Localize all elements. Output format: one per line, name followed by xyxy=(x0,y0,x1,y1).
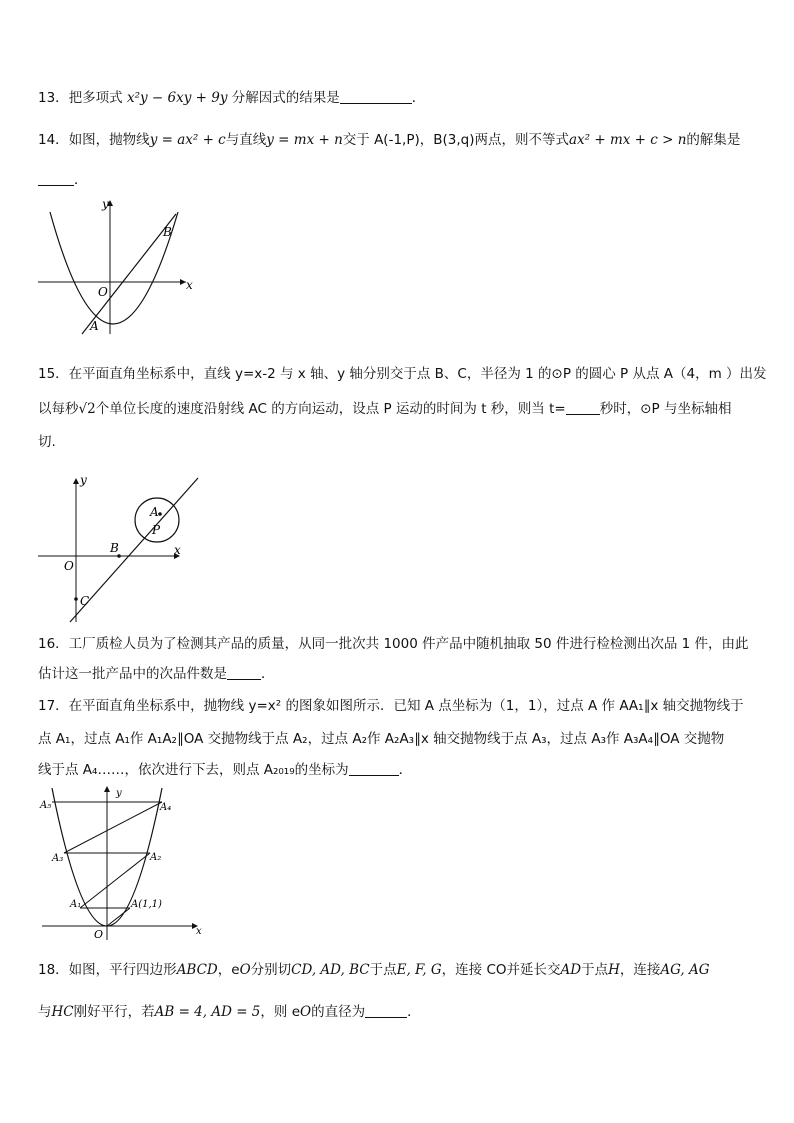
q14-line-eq: y = mx + n xyxy=(266,132,343,148)
q14-label-x: x xyxy=(186,278,193,292)
question-17-line-3: 线于点 A₄……，依次进行下去，则点 A₂₀₁₉的坐标为 ． xyxy=(38,762,413,778)
q15-label-x: x xyxy=(174,543,181,557)
q13-text-2: 分解因式的结果是 xyxy=(231,90,340,106)
question-18: 18．如图，平行四边形ABCD，eO分别切CD, AD, BC于点E, F, G，连接 CO并延长交AD于点H，连接AG, AG xyxy=(38,962,710,978)
q18-condition: AB = 4, AD = 5 xyxy=(154,1004,261,1020)
q13-text: 把多项式 xyxy=(68,90,123,106)
q14-label-O: O xyxy=(98,285,108,299)
question-16-line-2: 估计这一批产品中的次品件数是 ． xyxy=(38,666,275,682)
question-15-line-2: 以每秒√2个单位长度的速度沿射线 AC 的方向运动，设点 P 运动的时间为 t 秒，则当 t= 秒时，⊙P 与坐标轴相 xyxy=(38,401,732,417)
question-18-line-2: 与HC刚好平行，若AB = 4, AD = 5，则 eO的直径为 ． xyxy=(38,1004,421,1020)
q15-figure xyxy=(36,472,206,624)
q16-answer-blank[interactable] xyxy=(227,665,261,680)
q14-answer-line: ． xyxy=(38,170,88,190)
q14-figure xyxy=(36,196,196,336)
q15-label-y: y xyxy=(80,473,87,487)
question-17: 17．在平面直角坐标系中，抛物线 y=x² 的图象如图所示．已知 A 点坐标为（1，1），过点 A 作 AA₁∥x 轴交抛物线于 xyxy=(38,698,744,714)
question-15: 15．在平面直角坐标系中，直线 y=x-2 与 x 轴、y 轴分别交于点 B、C，半径为 1 的⊙P 的圆心 P 从点 A（4，m ）出发 xyxy=(38,366,767,382)
q14-parabola xyxy=(50,212,178,324)
q15-sqrt2: √2 xyxy=(78,401,96,417)
q15-label-C: C xyxy=(80,594,90,608)
q17-label-A1: A₁ xyxy=(70,899,82,910)
q15-answer-blank[interactable] xyxy=(566,400,600,415)
q17-label-A: A(1,1) xyxy=(131,899,162,910)
q13-expression: x²y − 6xy + 9y xyxy=(126,90,228,106)
q17-label-A2: A₂ xyxy=(150,852,162,863)
q17-label-A5: A₅ xyxy=(40,800,52,811)
question-14: 14．如图，抛物线y = ax² + c与直线y = mx + n交于 A(-1,P)，B(3,q)两点，则不等式ax² + mx + c > n的解集是 xyxy=(38,132,741,148)
q17-answer-blank[interactable] xyxy=(349,761,399,776)
q13-answer-blank[interactable] xyxy=(340,89,412,104)
q15-label-O: O xyxy=(64,559,74,573)
q13-number: 13． xyxy=(38,90,69,106)
question-17-line-2: 点 A₁，过点 A₁作 A₁A₂∥OA 交抛物线于点 A₂，过点 A₂作 A₂A₃∥x 轴交抛物线于点 A₃，过点 A₃作 A₃A₄∥OA 交抛物 xyxy=(38,731,725,747)
q14-answer-blank[interactable] xyxy=(38,171,74,186)
q17-figure xyxy=(36,786,206,940)
q14-label-A: A xyxy=(90,319,99,333)
q14-line xyxy=(82,214,176,334)
q14-parabola-eq: y = ax² + c xyxy=(149,132,226,148)
q17-label-x: x xyxy=(196,926,202,937)
q14-inequality: ax² + mx + c > n xyxy=(568,132,687,148)
q14-label-B: B xyxy=(163,225,172,239)
q15-label-A: A xyxy=(150,505,159,519)
q18-answer-blank[interactable] xyxy=(365,1003,407,1018)
q14-label-y: y xyxy=(102,197,109,211)
question-15-line-3: 切. xyxy=(38,434,56,450)
q17-label-O: O xyxy=(94,928,104,940)
question-16: 16．工厂质检人员为了检测其产品的质量，从同一批次共 1000 件产品中随机抽取 50 件进行检检测出次品 1 件，由此 xyxy=(38,636,749,652)
q17-label-A3: A₃ xyxy=(52,853,64,864)
q17-label-A4: A₄ xyxy=(160,802,172,813)
q17-label-y: y xyxy=(116,788,122,799)
q15-label-B: B xyxy=(110,541,119,555)
question-13: 13．把多项式 x²y − 6xy + 9y 分解因式的结果是 ． xyxy=(38,90,426,106)
q15-label-P: P xyxy=(152,523,161,537)
